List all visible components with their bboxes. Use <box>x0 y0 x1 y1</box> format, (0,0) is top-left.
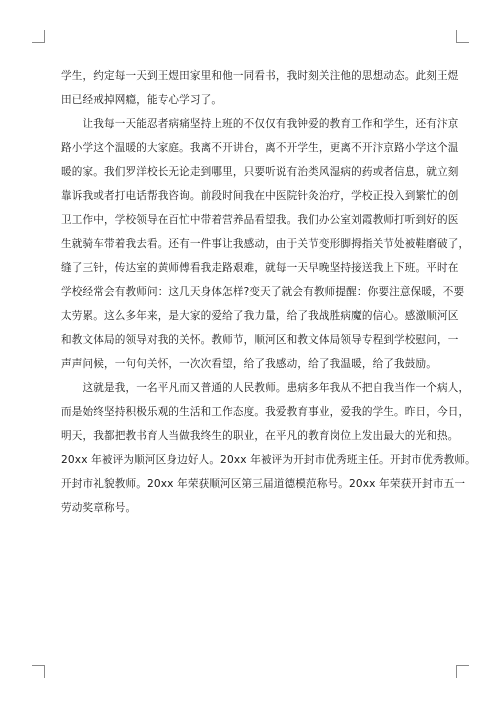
text-line: 卫工作中，学校领导在百忙中带着营养品看望我。我们办公室刘霞教师打听到好的医 <box>61 214 459 226</box>
paragraph-2 <box>61 112 470 376</box>
crop-mark-bottom-left <box>32 665 45 678</box>
crop-mark-top-left <box>32 30 45 43</box>
text-line: 靠诉我或者打电话帮我咨询。前段时间我在中医院针灸治疗，学校正投入到繁忙的创 <box>61 190 459 202</box>
text-line: 路小学这个温暖的大家庭。我离不开讲台，离不开学生，更离不开汴京路小学这个温 <box>61 142 459 154</box>
document-body <box>61 64 476 520</box>
text-line: 明天，我都把教书育人当做我终生的职业，在平凡的教育岗位上发出最大的光和热。 <box>61 430 459 442</box>
text-line: 太劳累。这么多年来，是大家的爱给了我力量，给了我战胜病魔的信心。感激顺河区 <box>61 310 459 322</box>
text-line: 田已经戒掉网瘾，能专心学习了。 <box>61 94 223 106</box>
text-line: 让我每一天能忍者病痛坚持上班的不仅仅有我钟爱的教育工作和学生，还有汴京 <box>82 118 459 130</box>
text-line: 声声问候，一句句关怀，一次次看望，给了我感动，给了我温暖，给了我鼓励。 <box>61 358 438 370</box>
text-line: 学生，约定每一天到王煜田家里和他一同看书，我时刻关注他的思想动态。此刻王煜 <box>61 70 459 82</box>
text-line: 20xx 年被评为顺河区身边好人。20xx 年被评为开封市优秀班主任。开封市优秀教师。 <box>61 454 476 466</box>
text-line: 劳动奖章称号。 <box>61 502 137 514</box>
text-line: 生就骑车带着我去看。还有一件事让我感动，由于关节变形脚拇指关节处被鞋磨破了， <box>61 238 470 250</box>
crop-mark-bottom-right <box>456 665 469 678</box>
paragraph-1 <box>61 64 459 112</box>
text-line: 而是始终坚持积极乐观的生活和工作态度。我爱教育事业，爱我的学生。昨日，今日， <box>61 406 470 418</box>
text-line: 缝了三针，传达室的黄师傅看我走路艰难，就每一天早晚坚持接送我上下班。平时在 <box>61 262 459 274</box>
text-line: 暖的家。我们罗洋校长无论走到哪里，只要听说有治类风湿病的药或者信息，就立刻 <box>61 166 459 178</box>
paragraph-3 <box>61 376 476 520</box>
text-line: 学校经常会有教师问：这几天身体怎样?变天了就会有教师提醒：你要注意保暖，不要 <box>61 286 465 298</box>
text-line: 这就是我，一名平凡而又普通的人民教师。患病多年我从不把自我当作一个病人， <box>82 382 470 394</box>
text-line: 和教文体局的领导对我的关怀。教师节，顺河区和教文体局领导专程到学校慰问，一 <box>61 334 459 346</box>
text-line: 开封市礼貌教师。20xx 年荣获顺河区第三届道德模范称号。20xx 年荣获开封市五一 <box>61 478 466 490</box>
crop-mark-top-right <box>456 30 469 43</box>
